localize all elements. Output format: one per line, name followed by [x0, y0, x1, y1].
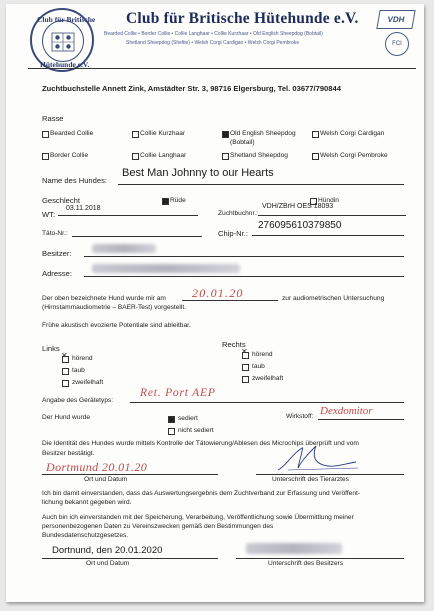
address-redacted: [92, 264, 240, 273]
rasse-option-label: Collie Langhaar: [140, 152, 187, 159]
seal-top-text: Club für Britische: [37, 15, 96, 24]
wirkstoff-label: Wirkstoff:: [286, 413, 314, 420]
wirkstoff-handwritten[interactable]: Dexdomitor: [320, 405, 373, 417]
vet-signature-line: [256, 474, 404, 475]
left-option-label: zweifelhaft: [72, 379, 104, 386]
right-option-label: hörend: [252, 351, 273, 358]
wt-label: WT:: [42, 210, 56, 219]
chip-label: Chip-Nr.:: [218, 229, 248, 238]
club-seal-icon: [30, 8, 94, 72]
owner-label: Besitzer:: [42, 249, 72, 258]
sedation-option-label: sediert: [178, 415, 198, 422]
chip-value[interactable]: 276095610379850: [258, 220, 342, 231]
vet-signature-caption: Unterschrift des Tierarztes: [272, 476, 349, 483]
checkbox-collie-langhaar[interactable]: [132, 153, 139, 160]
address-line: [84, 276, 404, 277]
sedation-label: Der Hund wurde: [42, 414, 91, 421]
identity-date-line: [42, 474, 218, 475]
breeds-line-1: Bearded Collie • Border Collie • Collie Langhaar • Collie Kurzhaar • Old English Sheepdog (Bobtail): [104, 31, 323, 37]
owner-signature-caption: Unterschrift des Besitzers: [268, 560, 344, 567]
rasse-option-label: Welsh Corgi Cardigan: [320, 130, 385, 137]
exam-text-3: Frühe akustisch evozierte Potentiale sind ableitbar.: [42, 322, 191, 329]
left-option-label: taub: [72, 367, 85, 374]
device-value-handwritten[interactable]: Ret. Port AEP: [140, 387, 216, 399]
exam-text-2: (Hirnstammaudiometrie – BAER-Test) vorgestellt.: [42, 304, 187, 311]
rasse-label: Rasse: [42, 114, 64, 123]
owner-place-date-value[interactable]: Dortnund, den 20.01.2020: [52, 545, 163, 556]
left-ear-label: Links: [42, 344, 60, 353]
checkbox-collie-kurzhaar[interactable]: [132, 131, 139, 138]
header-divider: [28, 68, 416, 69]
checkbox-right-taub[interactable]: [242, 364, 249, 371]
vet-signature-icon: [258, 440, 378, 476]
wirkstoff-line: [318, 419, 404, 420]
identity-text-1: Die Identität des Hundes wurde mittels Kontrolle der Tätowierung/Ablesen des Microchips überprüft und vom: [42, 440, 359, 447]
consent-p2-line2: personenbezogenen Daten zu Vereinszwecken gemäß den Bestimmungen des: [42, 523, 274, 530]
female-label: Hündin: [318, 197, 339, 204]
tato-line: [72, 236, 202, 237]
checkbox-welsh-corgi-cardigan[interactable]: [312, 131, 319, 138]
identity-text-2: Besitzer bestätigt.: [42, 450, 95, 457]
checkbox-bearded-collie[interactable]: [42, 131, 49, 138]
exam-date-handwritten[interactable]: 20.01.20: [192, 286, 244, 300]
consent-p2-line1: Auch bin ich einverstanden mit der Speicherung, Verarbeitung, Veröffentlichung sowie Übermittlung meiner: [42, 514, 354, 521]
chip-line: [252, 235, 404, 236]
fci-logo-icon: FCI: [385, 32, 409, 56]
zuchtbuch-value[interactable]: VDH/ZBrH OES 18093: [262, 203, 334, 210]
seal-bottom-text: Hütehunde e.V.: [40, 60, 90, 69]
wt-line: [58, 215, 198, 216]
consent-p2-line3: Bundesdatenschutzgesetzes.: [42, 532, 129, 539]
zuchtbuch-line: [258, 215, 406, 216]
left-option-label: hörend: [72, 355, 93, 362]
office-line: Zuchtbuchstelle Annett Zink, Amstädter Str. 3, 98716 Elgersburg, Tel. 03677/790844: [42, 84, 341, 93]
consent-p1-line1: Ich bin damit einverstanden, dass das Auswertungsergebnis dem Zuchtverband zur Erfassung und Veröffent-: [42, 490, 361, 497]
breeds-line-2: Shetland Sheepdog (Sheltie) • Welsh Corgi Cardigan • Welsh Corgi Pembroke: [126, 40, 300, 46]
checkbox-border-collie[interactable]: [42, 153, 49, 160]
rasse-option-label: Old English Sheepdog: [230, 130, 296, 137]
right-option-label: taub: [252, 363, 265, 370]
rasse-option-label: Bearded Collie: [50, 130, 94, 137]
owner-place-date-caption: Ort und Datum: [86, 560, 130, 567]
exam-text-1-post: zur audiometrischen Untersuchung: [282, 295, 385, 302]
checkbox-welsh-corgi-pembroke[interactable]: [312, 153, 319, 160]
checkbox-male[interactable]: [162, 198, 169, 205]
owner-signature-redacted: [246, 543, 342, 554]
checkbox-old-english-sheepdog[interactable]: [222, 131, 229, 138]
vdh-logo-icon: VDH: [376, 10, 415, 29]
wt-value[interactable]: 03.11.2018: [66, 205, 101, 212]
rasse-option-label: Border Collie: [50, 152, 89, 159]
certificate-page: [6, 4, 424, 602]
checkbox-shetland-sheepdog[interactable]: [222, 153, 229, 160]
rasse-option-sub: (Bobtail): [230, 139, 255, 146]
rasse-option-label: Shetland Sheepdog: [230, 152, 288, 159]
rasse-option-label: Welsh Corgi Pembroke: [320, 152, 388, 159]
device-line: [130, 402, 404, 403]
address-label: Adresse:: [42, 269, 72, 278]
identity-place-date-caption: Ort und Datum: [84, 476, 128, 483]
owner-line: [84, 256, 404, 257]
owner-signature-line: [236, 558, 404, 559]
checkbox-left-taub[interactable]: [62, 368, 69, 375]
sedation-option-label: nicht sediert: [178, 427, 214, 434]
identity-place-date-handwritten[interactable]: Dortmund 20.01.20: [46, 460, 148, 474]
club-title: Club für Britische Hütehunde e.V.: [126, 10, 359, 27]
exam-date-line: [182, 300, 278, 301]
exam-text-1-pre: Der oben bezeichnete Hund wurde mir am: [42, 295, 166, 302]
check-mark-icon: ✕: [241, 347, 248, 356]
rasse-option-label: Collie Kurzhaar: [140, 130, 186, 137]
checkbox-sediert[interactable]: [168, 416, 175, 423]
consent-p1-line2: lichung bekannt gegeben wird.: [42, 499, 132, 506]
right-option-label: zweifelhaft: [252, 375, 284, 382]
dog-name-label: Name des Hundes:: [42, 176, 108, 185]
checkbox-right-zweifelhaft[interactable]: [242, 376, 249, 383]
male-label: Rüde: [170, 197, 186, 204]
check-mark-icon: ✕: [61, 351, 68, 360]
device-label: Angabe des Gerätetyps:: [42, 397, 114, 404]
owner-date-line: [42, 558, 218, 559]
dog-name-line: [118, 184, 404, 185]
sex-label: Geschlecht: [42, 196, 80, 205]
zuchtbuch-label: Zuchtbuchnr.:: [218, 210, 258, 217]
checkbox-left-zweifelhaft[interactable]: [62, 380, 69, 387]
right-ear-label: Rechts: [222, 340, 246, 349]
tato-label: Täto-Nr.:: [42, 230, 68, 237]
owner-redacted: [92, 244, 156, 253]
dog-name-value[interactable]: Best Man Johnny to our Hearts: [122, 167, 274, 179]
checkbox-nicht-sediert[interactable]: [168, 428, 175, 435]
